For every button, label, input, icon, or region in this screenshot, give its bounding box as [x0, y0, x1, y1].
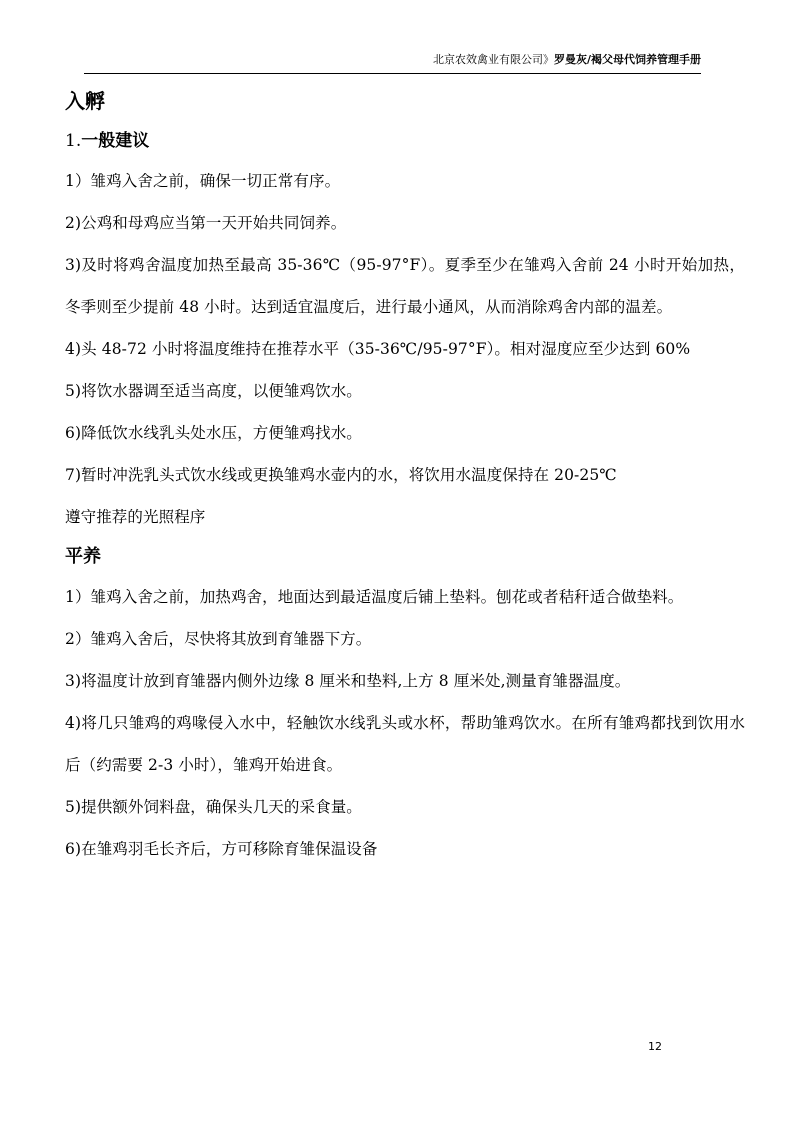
header-manual-title: 罗曼灰/褐父母代饲养管理手册 — [553, 53, 701, 66]
floor-item-1: 1）雏鸡入舍之前，加热鸡舍，地面达到最适温度后铺上垫料。刨花或者秸秆适合做垫料。 — [65, 588, 684, 606]
general-item-2: 2)公鸡和母鸡应当第一天开始共同饲养。 — [65, 214, 347, 232]
general-item-3: 3)及时将鸡舍温度加热至最高 35-36℃（95-97°F）。夏季至少在雏鸡入舍前 24 小时开始加热，冬季则至少提前 48 小时。达到适宜温度后，进行最小通风，从而消除鸡舍内部的温差。 — [65, 256, 745, 316]
section-title: 入孵 — [65, 89, 105, 113]
general-item-7: 7)暂时冲洗乳头式饮水线或更换雏鸡水壶内的水，将饮用水温度保持在 20-25℃ — [65, 466, 617, 484]
floor-item-5: 5)提供额外饲料盘，确保头几天的采食量。 — [65, 798, 362, 816]
subsection-number: 1. — [65, 131, 82, 151]
general-item-5: 5)将饮水器调至适当高度，以便雏鸡饮水。 — [65, 382, 362, 400]
page-number: 12 — [648, 1040, 662, 1053]
floor-item-2: 2）雏鸡入舍后，尽快将其放到育雏器下方。 — [65, 630, 372, 648]
general-item-1: 1）雏鸡入舍之前，确保一切正常有序。 — [65, 172, 341, 190]
floor-rearing-title: 平养 — [65, 546, 101, 567]
floor-item-3: 3)将温度计放到育雏器内侧外边缘 8 厘米和垫料,上方 8 厘米处,测量育雏器温度。 — [65, 672, 631, 690]
subsection-heading — [65, 122, 745, 160]
general-item-4: 4)头 48-72 小时将温度维持在推荐水平（35-36℃/95-97°F）。相对湿度应至少达到 60% — [65, 340, 691, 358]
general-item-8: 遵守推荐的光照程序 — [65, 508, 206, 526]
floor-item-6: 6)在雏鸡羽毛长齐后，方可移除育雏保温设备 — [65, 840, 378, 858]
floor-item-4: 4)将几只雏鸡的鸡喙侵入水中，轻触饮水线乳头或水杯，帮助雏鸡饮水。在所有雏鸡都找到饮用水后（约需要 2-3 小时），雏鸡开始进食。 — [65, 714, 745, 774]
general-item-6: 6)降低饮水线乳头处水压，方便雏鸡找水。 — [65, 424, 362, 442]
page-header — [84, 52, 701, 74]
page-content — [65, 82, 745, 870]
subsection-title: 一般建议 — [81, 131, 150, 151]
header-company: 北京农效禽业有限公司》 — [432, 53, 554, 66]
